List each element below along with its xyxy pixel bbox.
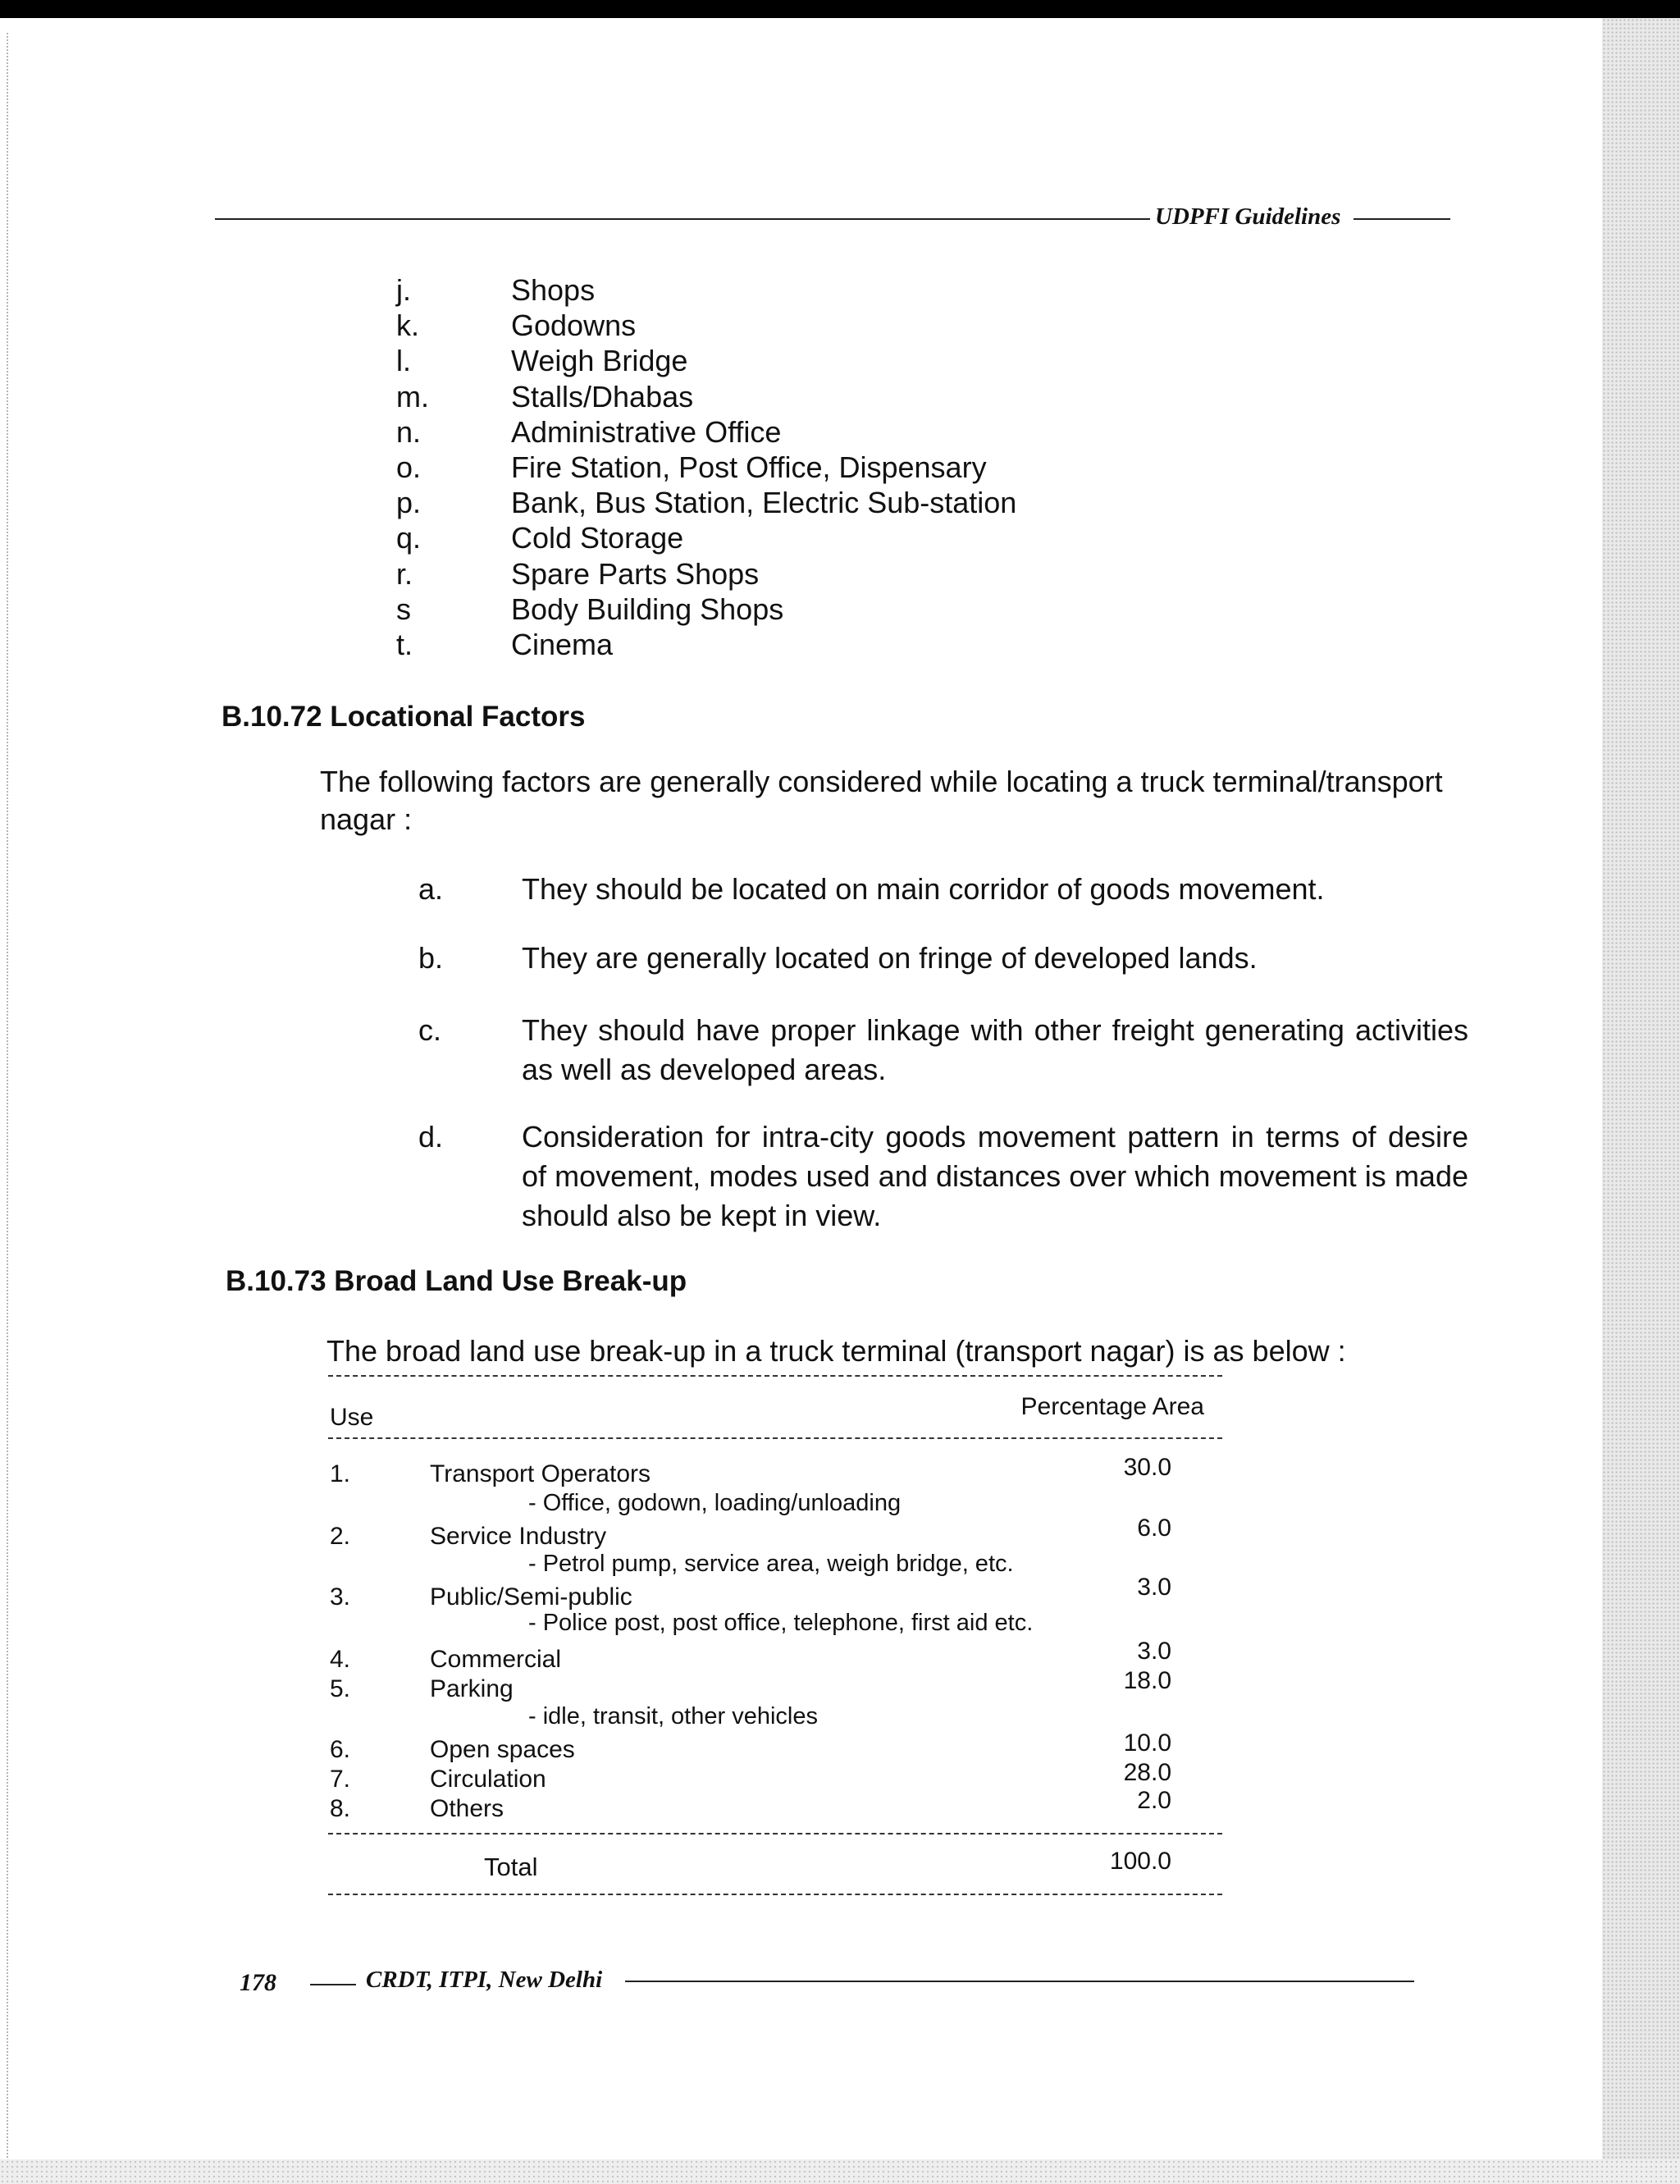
list-item-letter: o. xyxy=(396,450,422,484)
row-use: Circulation xyxy=(430,1766,546,1793)
list-item-letter: p. xyxy=(396,486,422,520)
facility-list xyxy=(396,272,1016,662)
header-rule-right xyxy=(1354,218,1450,220)
list-item-letter: k. xyxy=(396,308,420,343)
scan-bottom-edge xyxy=(0,2159,1680,2184)
list-item-letter: r. xyxy=(396,556,413,591)
factor-letter: b. xyxy=(418,941,444,975)
row-percentage: 6.0 xyxy=(1137,1515,1171,1542)
footer-rule xyxy=(625,1981,1414,1982)
row-number: 4. xyxy=(330,1646,351,1673)
section-heading-land-use-breakup: B.10.73 Broad Land Use Break-up xyxy=(226,1265,687,1297)
row-subtext: - Police post, post office, telephone, first aid etc. xyxy=(528,1610,1034,1636)
row-use: Transport Operators xyxy=(430,1460,651,1487)
list-item xyxy=(396,450,1016,485)
scan-right-edge xyxy=(1602,18,1680,2168)
factor-letter: a. xyxy=(418,872,444,906)
factor-letter: d. xyxy=(418,1120,444,1154)
list-item-text: Spare Parts Shops xyxy=(511,556,760,591)
factor-letter: c. xyxy=(418,1013,442,1047)
locational-factors-intro: The following factors are generally considered while locating a truck terminal/transport nagar : xyxy=(320,765,1443,836)
footer-rule xyxy=(310,1984,356,1985)
list-item-letter: m. xyxy=(396,379,429,413)
scan-top-border xyxy=(0,0,1680,18)
list-item-text: Cold Storage xyxy=(511,521,684,555)
list-item xyxy=(396,485,1016,520)
table-total-label: Total xyxy=(484,1853,538,1881)
list-item-text: Stalls/Dhabas xyxy=(511,379,694,413)
list-item-text: Shops xyxy=(511,273,596,307)
list-item-text: Administrative Office xyxy=(511,414,782,449)
list-item xyxy=(396,272,1016,308)
row-percentage: 2.0 xyxy=(1137,1787,1171,1814)
list-item-text: Cinema xyxy=(511,627,614,661)
row-percentage: 28.0 xyxy=(1123,1759,1171,1786)
row-percentage: 30.0 xyxy=(1123,1454,1171,1481)
list-item-text: Weigh Bridge xyxy=(511,344,688,378)
list-item xyxy=(396,627,1016,662)
row-number: 5. xyxy=(330,1675,351,1702)
row-subtext: - Petrol pump, service area, weigh bridge, etc. xyxy=(528,1551,1014,1577)
row-percentage: 3.0 xyxy=(1137,1638,1171,1665)
factor-text: Consideration for intra-city goods movement pattern in terms of desire of movement, modes used and distances over which movement is made should also be kept in view. xyxy=(522,1120,1468,1232)
list-item-letter: j. xyxy=(396,273,411,307)
row-use: Others xyxy=(430,1795,504,1822)
list-item xyxy=(418,1117,1468,1236)
row-number: 3. xyxy=(330,1583,351,1611)
list-item xyxy=(396,414,1016,450)
header-rule xyxy=(215,218,1150,220)
table-header-use: Use xyxy=(330,1404,374,1431)
section-heading-locational-factors: B.10.72 Locational Factors xyxy=(221,701,586,733)
row-use: Open spaces xyxy=(430,1736,575,1763)
list-item xyxy=(396,556,1016,592)
list-item xyxy=(418,1011,1468,1090)
row-subtext: - Office, godown, loading/unloading xyxy=(528,1490,902,1516)
table-total-value: 100.0 xyxy=(1109,1848,1171,1875)
list-item-letter: n. xyxy=(396,414,422,449)
row-percentage: 3.0 xyxy=(1137,1574,1171,1601)
table-rule-bottom xyxy=(328,1894,1222,1895)
factor-text: They should have proper linkage with other freight generating activities as well as developed areas. xyxy=(522,1013,1468,1086)
list-item-letter: l. xyxy=(396,344,411,378)
footer-publisher: CRDT, ITPI, New Delhi xyxy=(366,1967,603,1993)
row-number: 1. xyxy=(330,1460,351,1487)
list-item-letter: s xyxy=(396,592,411,626)
list-item-text: Bank, Bus Station, Electric Sub-station xyxy=(511,486,1017,520)
scan-left-edge xyxy=(7,33,8,2158)
list-item xyxy=(396,520,1016,555)
list-item xyxy=(418,870,1468,909)
list-item-letter: t. xyxy=(396,627,413,661)
factor-text: They should be located on main corridor of goods movement. xyxy=(522,872,1325,906)
list-item xyxy=(396,308,1016,343)
page-number: 178 xyxy=(240,1969,276,1996)
row-number: 7. xyxy=(330,1766,351,1793)
row-use: Parking xyxy=(430,1675,514,1702)
list-item-text: Godowns xyxy=(511,308,637,343)
list-item xyxy=(418,939,1468,978)
table-rule-total xyxy=(328,1833,1222,1834)
row-number: 6. xyxy=(330,1736,351,1763)
table-rule-header xyxy=(328,1437,1222,1439)
table-header-percentage: Percentage Area xyxy=(1020,1393,1204,1420)
factor-text: They are generally located on fringe of developed lands. xyxy=(522,941,1258,975)
row-use: Public/Semi-public xyxy=(430,1583,632,1611)
row-subtext: - idle, transit, other vehicles xyxy=(528,1703,818,1729)
row-use: Commercial xyxy=(430,1646,562,1673)
table-rule-top xyxy=(328,1375,1222,1377)
list-item xyxy=(396,592,1016,627)
list-item xyxy=(396,379,1016,414)
row-percentage: 18.0 xyxy=(1123,1667,1171,1694)
row-number: 2. xyxy=(330,1523,351,1550)
list-item xyxy=(396,343,1016,378)
list-item-letter: q. xyxy=(396,521,422,555)
list-item-text: Fire Station, Post Office, Dispensary xyxy=(511,450,987,484)
land-use-intro: The broad land use break-up in a truck terminal (transport nagar) is as below : xyxy=(326,1334,1346,1368)
running-header-title: UDPFI Guidelines xyxy=(1155,203,1341,230)
row-number: 8. xyxy=(330,1795,351,1822)
list-item-text: Body Building Shops xyxy=(511,592,784,626)
row-percentage: 10.0 xyxy=(1123,1729,1171,1757)
row-use: Service Industry xyxy=(430,1523,607,1550)
